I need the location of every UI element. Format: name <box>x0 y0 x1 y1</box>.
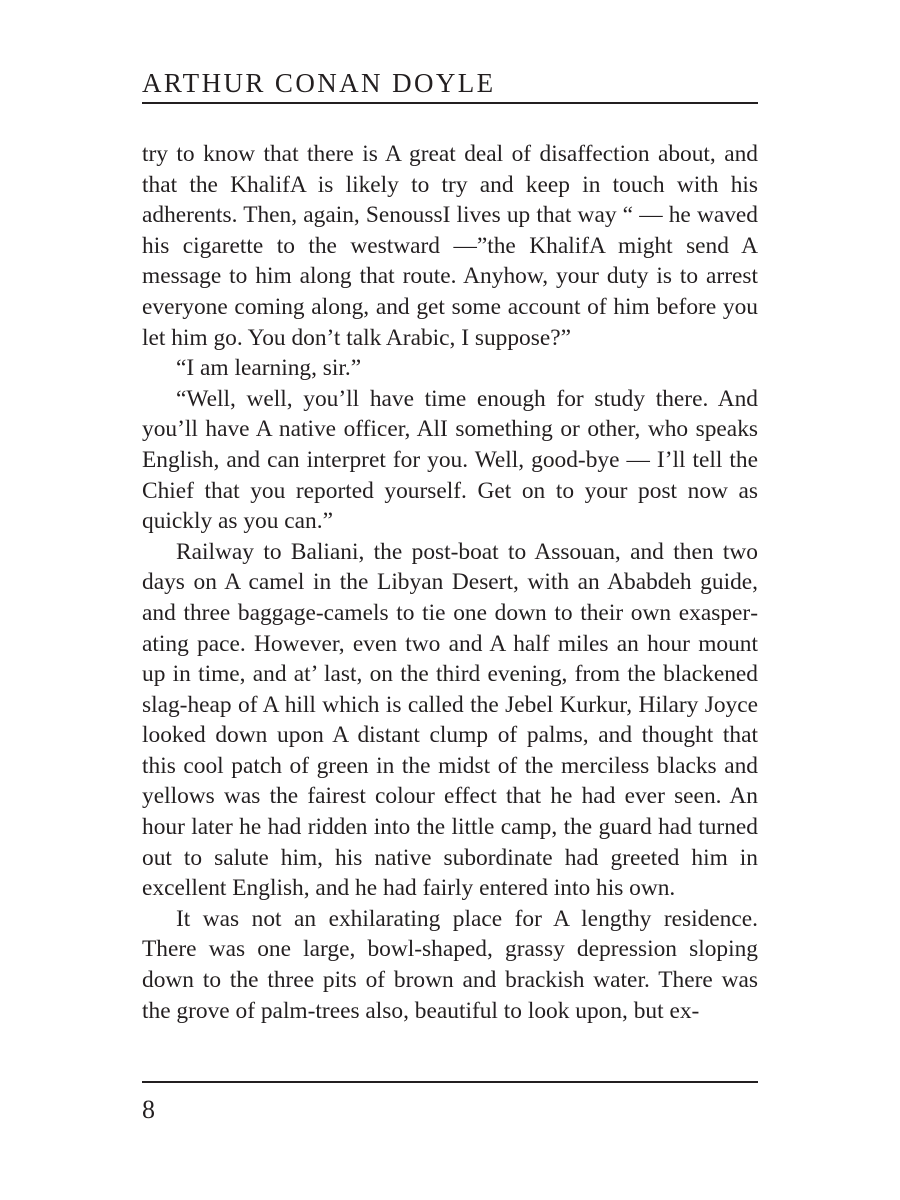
header-rule <box>142 102 758 104</box>
body-text <box>142 139 758 1026</box>
paragraph: Railway to Baliani, the post-boat to Assouan, and then two days on A camel in the Libyan Desert, with an Ababdeh guide, and three baggage-camels to tie one down to their own exasperating pace. However, even two and A half miles an hour mount up in time, and at’ last, on the third evening, from the blackened slag-heap of A hill which is called the Jebel Kurkur, Hilary Joyce looked down upon A distant clump of palms, and thought that this cool patch of green in the midst of the merciless blacks and yellows was the fairest colour effect that he had ever seen. An hour later he had ridden into the little camp, the guard had turned out to salute him, his native subordinate had greeted him in excellent English, and he had fairly entered into his own. <box>142 538 758 902</box>
page-number: 8 <box>142 1095 155 1124</box>
footer-rule <box>142 1081 758 1083</box>
paragraph: “I am learning, sir.” <box>176 355 362 382</box>
paragraph: It was not an exhilarating place for A lengthy residence. There was one large, bowl-shaped, grassy depression sloping down to the three pits of brown and brackish water. There was the grove of palm-trees also, beautiful to look upon, but ex- <box>142 905 758 1024</box>
paragraph: try to know that there is A great deal of disaffection about, and that the KhalifA is likely to try and keep in touch with his adherents. Then, again, SenoussI lives up that way “ — he waved his cigarette to the westward —”the KhalifA might send A message to him along that route. Anyhow, your duty is to arrest everyone coming along, and get some account of him before you let him go. You don’t talk Arabic, I suppose?” <box>142 141 758 351</box>
paragraph: “Well, well, you’ll have time enough for study there. And you’ll have A native officer, AlI something or other, who speaks English, and can interpret for you. Well, good-bye — I’ll tell the Chief that you reported yourself. Get on to your post now as quickly as you can.” <box>142 385 758 535</box>
running-head: ARTHUR CONAN DOYLE <box>142 68 496 98</box>
